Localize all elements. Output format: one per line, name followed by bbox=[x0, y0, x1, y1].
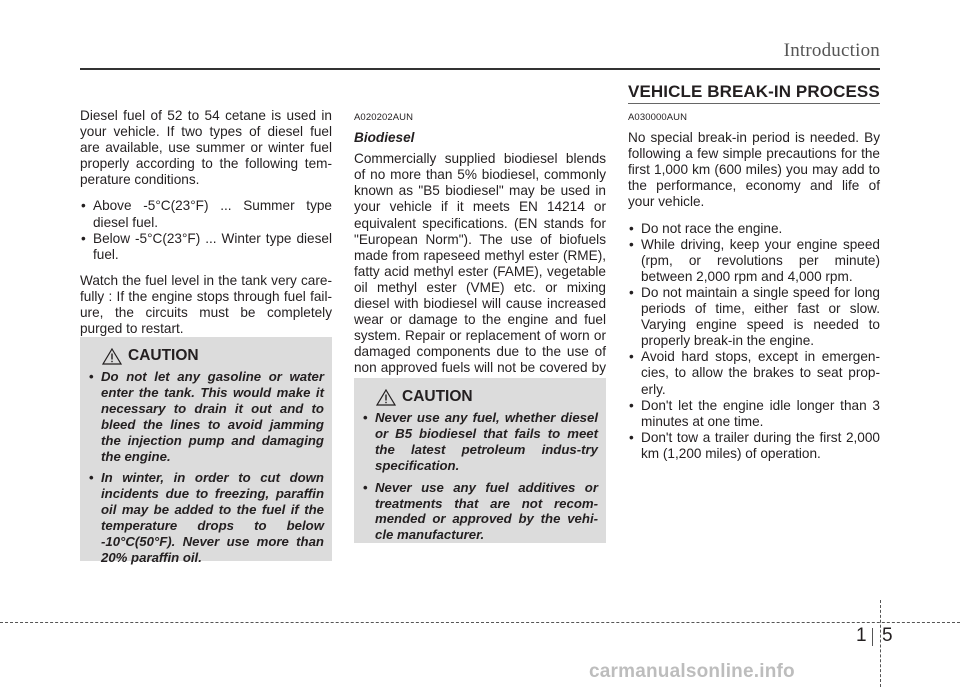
list-item: • Do not let any gasoline or water enter the tank. This would make it necessary to drain it out and to bleed the lines to avoid jamming the injection pump and damaging the engine. bbox=[88, 369, 324, 464]
warning-triangle-icon bbox=[376, 389, 396, 406]
list-item: • Avoid hard stops, except in emergen-cies, to allow the brakes to seat prop-erly. bbox=[628, 349, 880, 397]
temperature-list bbox=[80, 198, 332, 262]
list-item: • In winter, in order to cut down incidents due to freezing, paraffin oil may be added to the fuel if the temperature drops to below -10°C(50°F). Never use more than 20% paraffin oil. bbox=[88, 470, 324, 565]
list-item: • While driving, keep your engine speed (rpm, or revolutions per minute) between 2,000 rpm and 4,000 rpm. bbox=[628, 237, 880, 285]
caution-header bbox=[102, 347, 324, 365]
fuel-level-paragraph: Watch the fuel level in the tank very care-fully : If the engine stops through fuel fail-ure, the circuits must be completely purged to restart. bbox=[80, 272, 332, 337]
section-title: VEHICLE BREAK-IN PROCESS bbox=[628, 82, 880, 101]
caution-title: CAUTION bbox=[402, 388, 473, 405]
list-item: • Do not race the engine. bbox=[628, 221, 880, 237]
list-item: • Never use any fuel additives or treatments that are not recom-mended or approved by the vehi-cle manufacturer. bbox=[362, 480, 598, 544]
caution-title: CAUTION bbox=[128, 347, 199, 364]
break-in-list bbox=[628, 221, 880, 462]
caution-list bbox=[88, 369, 324, 566]
watermark: carmanualsonline.info bbox=[589, 661, 795, 682]
caution-header bbox=[376, 388, 598, 406]
list-item: • Don't tow a trailer during the first 2,000 km (1,200 miles) of operation. bbox=[628, 430, 880, 462]
column-diesel-fuel bbox=[80, 108, 332, 347]
list-item: • Do not maintain a single speed for long periods of time, either fast or slow. Varying engine speed is needed to properly break-in the engine. bbox=[628, 285, 880, 349]
caution-box-fuel bbox=[80, 337, 332, 565]
section-rule bbox=[628, 103, 880, 104]
list-item: • Don't let the engine idle longer than 3 minutes at one time. bbox=[628, 398, 880, 430]
footer-vertical-rule bbox=[880, 600, 881, 687]
caution-list bbox=[362, 410, 598, 543]
list-item: • Never use any fuel, whether diesel or B5 biodiesel that fails to meet the latest petroleum indus-try specification. bbox=[362, 410, 598, 474]
section-code: A030000AUN bbox=[628, 112, 688, 123]
biodiesel-heading: Biodiesel bbox=[354, 130, 415, 146]
page-number-separator bbox=[872, 628, 873, 646]
column-biodiesel bbox=[354, 108, 606, 403]
page-number: 5 bbox=[882, 625, 893, 646]
break-in-paragraph: No special break-in period is needed. By following a few simple precautions for the first 1,000 km (600 miles) you may add to the performance, economy and life of your vehicle. bbox=[628, 130, 880, 210]
list-item: • Below -5°C(23°F) ... Winter type diesel fuel. bbox=[80, 231, 332, 263]
diesel-intro-paragraph: Diesel fuel of 52 to 54 cetane is used in your vehicle. If two types of diesel fuel are available, use summer or winter fuel properly according to the following tem-perature conditions. bbox=[80, 108, 332, 188]
header-title: Introduction bbox=[783, 40, 880, 61]
biodiesel-paragraph: Commercially supplied biodiesel blends of no more than 5% biodiesel, commonly known as "B5 biodiesel" may be used in your vehicle if it meets EN 14214 or equivalent specifications. (EN stands for "European Norm"). The use of biofuels made from rapeseed methyl ester (RME), fatty acid methyl ester (FAME), vegetable oil methyl ester (VME) etc. or mixing diesel with biodiesel will cause increased wear or damage to the engine and fuel system. Repair or replacement of worn or damaged components due to the use of non approved fuels will not be covered by bbox=[354, 151, 606, 376]
section-code: A020202AUN bbox=[354, 112, 414, 123]
column-break-in bbox=[628, 108, 880, 472]
list-item: • Above -5°C(23°F) ... Summer type diesel fuel. bbox=[80, 198, 332, 230]
chapter-number: 1 bbox=[856, 625, 867, 646]
header-rule bbox=[80, 68, 880, 70]
footer-dashed-rule bbox=[0, 622, 960, 623]
caution-box-biodiesel bbox=[354, 378, 606, 543]
warning-triangle-icon bbox=[102, 348, 122, 365]
